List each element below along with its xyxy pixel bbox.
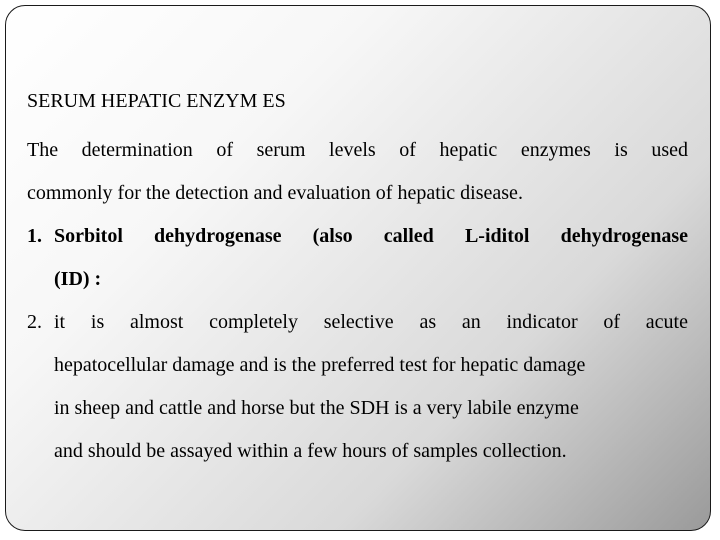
list-item-2-line-4: and should be assayed within a few hours of samples collection. (54, 440, 567, 462)
list-item-2-line-2: hepatocellular damage and is the preferred test for hepatic damage (54, 354, 586, 376)
list-item-2-line-3: in sheep and cattle and horse but the SDH is a very labile enzyme (54, 397, 579, 419)
list-item-2-number: 2. (27, 311, 42, 333)
list-item-1 (27, 215, 688, 301)
list-item-1-line-1: Sorbitol dehydrogenase (also called L-iditol dehydrogenase (54, 225, 688, 247)
slide-title: SERUM HEPATIC ENZYM ES (27, 90, 286, 112)
list-item-2 (27, 301, 688, 473)
intro-line-1: The determination of serum levels of hepatic enzymes is used (27, 139, 688, 161)
list-item-2-line-1: it is almost completely selective as an indicator of acute (54, 311, 688, 333)
list-item-1-line-2: (ID) : (54, 268, 102, 290)
slide-frame (5, 5, 711, 531)
intro-line-2: commonly for the detection and evaluation of hepatic disease. (27, 182, 523, 204)
list-item-1-number: 1. (27, 225, 42, 247)
intro-paragraph (27, 129, 688, 215)
